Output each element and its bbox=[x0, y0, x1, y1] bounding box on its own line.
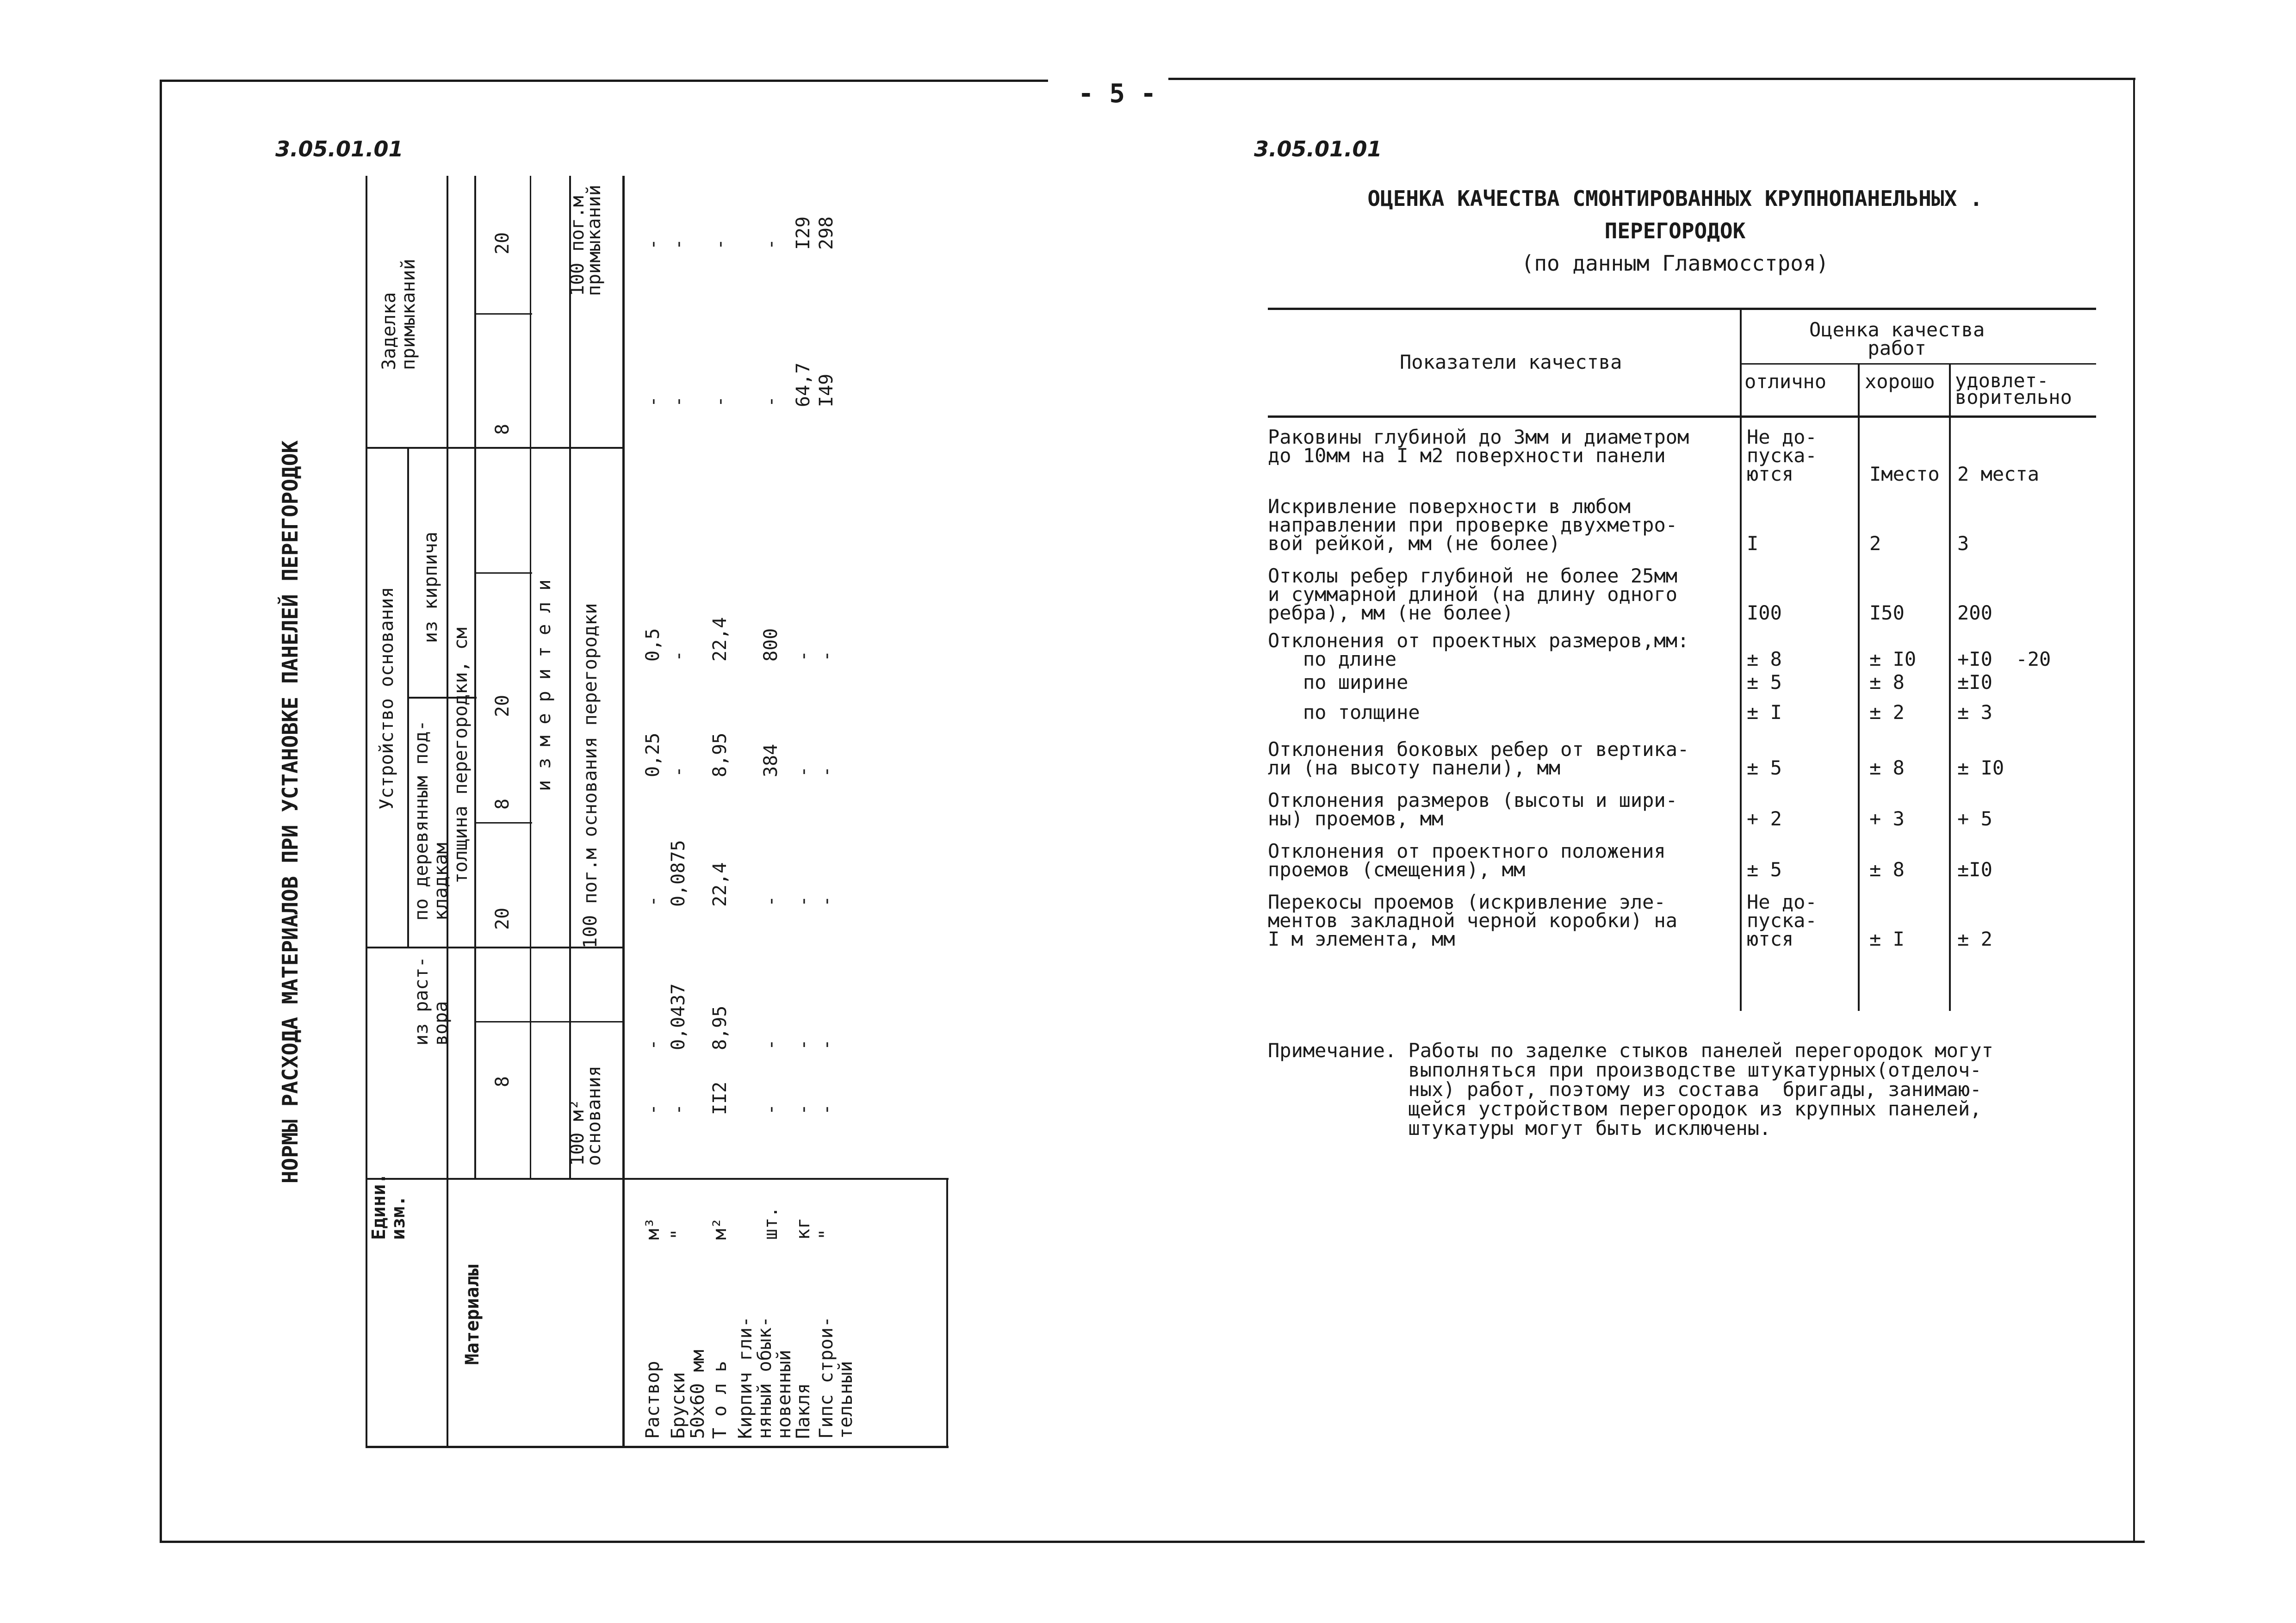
quality-row-label: Отклонения размеров (высоты и шири- ны) проемов, мм bbox=[1268, 789, 1678, 830]
materials-norms-table bbox=[278, 176, 949, 1448]
table-cell: - bbox=[816, 1039, 837, 1050]
quality-table bbox=[1268, 308, 2096, 1011]
table-cell: - bbox=[816, 766, 837, 777]
quality-cell: ± 2 bbox=[1957, 928, 1992, 950]
table-cell: I29 bbox=[793, 216, 814, 250]
quality-row-label: по ширине bbox=[1268, 671, 1409, 694]
row-unit: м² bbox=[709, 1217, 731, 1240]
table-cell: 64,7 bbox=[793, 362, 814, 407]
table-divider bbox=[366, 447, 625, 449]
table-cell: 8,95 bbox=[709, 1005, 731, 1050]
header-foundation: Устройство основания bbox=[376, 587, 397, 810]
quality-cell: I00 bbox=[1747, 601, 1782, 624]
table-border bbox=[1268, 308, 2096, 310]
table-cell: - bbox=[709, 396, 731, 407]
table-divider bbox=[1949, 363, 1951, 1011]
table-divider bbox=[474, 313, 532, 315]
row-material: Кирпич гли- няный обык- новенный bbox=[735, 1316, 795, 1439]
quality-cell: ± I0 bbox=[1869, 648, 1917, 670]
quality-cell: 200 bbox=[1957, 601, 1992, 624]
quality-cell: ± 2 bbox=[1869, 701, 1905, 724]
quality-row-label: Отклонения от проектного положения проемов (смещения), мм bbox=[1268, 840, 1666, 881]
header-t8a: 8 bbox=[492, 1076, 513, 1087]
table-cell: - bbox=[668, 650, 689, 662]
quality-cell: ± 8 bbox=[1869, 671, 1905, 694]
header-unit: Едини. изм. bbox=[368, 1173, 409, 1240]
table-cell: - bbox=[760, 1103, 782, 1115]
table-divider bbox=[1740, 363, 2096, 365]
table-cell: - bbox=[793, 1103, 814, 1115]
row-material: Т о л ь bbox=[709, 1361, 731, 1439]
quality-cell: 2 bbox=[1869, 532, 1881, 555]
quality-cell: ± I bbox=[1869, 928, 1905, 950]
right-title-line1: ОЦЕНКА КАЧЕСТВА СМОНТИРОВАННЫХ КРУПНОПАНЕЛЬНЫХ . bbox=[1367, 186, 1983, 211]
table-cell: 0,25 bbox=[642, 732, 664, 777]
quality-cell: ±I0 bbox=[1957, 858, 1992, 881]
table-cell: 8,95 bbox=[709, 732, 731, 777]
table-cell: - bbox=[668, 766, 689, 777]
table-cell: - bbox=[816, 1103, 837, 1115]
table-divider bbox=[474, 572, 532, 574]
table-cell: - bbox=[668, 1103, 689, 1115]
table-cell: 0,5 bbox=[642, 628, 664, 662]
quality-cell: ± 3 bbox=[1957, 701, 1992, 724]
table-divider bbox=[622, 176, 625, 1448]
quality-cell: ± 5 bbox=[1747, 858, 1782, 881]
row-material: Гипс строи- тельный bbox=[816, 1316, 856, 1439]
header-sealing: Заделка примыканий bbox=[379, 259, 419, 370]
table-cell: - bbox=[793, 1039, 814, 1050]
quality-cell: 3 bbox=[1957, 532, 1969, 555]
table-cell: - bbox=[668, 396, 689, 407]
table-cell: 800 bbox=[760, 628, 782, 662]
quality-cell: Iместо bbox=[1869, 463, 1940, 485]
header-t20c: 20 bbox=[492, 232, 513, 254]
quality-cell: + 2 bbox=[1747, 807, 1782, 830]
quality-row-label: Раковины глубиной до 3мм и диаметром до 10мм на I м2 поверхности панели bbox=[1268, 426, 1689, 467]
row-unit: " bbox=[816, 1228, 837, 1240]
quality-row-label: Искривление поверхности в любом направлении при проверке двухметро- вой рейкой, мм (не более) bbox=[1268, 495, 1678, 555]
table-border bbox=[946, 1180, 948, 1448]
header-materials: Материалы bbox=[462, 1264, 483, 1365]
quality-cell: I50 bbox=[1869, 601, 1905, 624]
quality-cell: ± 8 bbox=[1869, 858, 1905, 881]
frame-top-right bbox=[1168, 78, 2135, 80]
row-unit: кг bbox=[793, 1217, 814, 1240]
table-cell: 384 bbox=[760, 743, 782, 777]
table-divider bbox=[569, 176, 571, 1180]
table-divider bbox=[407, 449, 409, 948]
header-100m2: 100 м² основания bbox=[567, 1065, 605, 1166]
table-border bbox=[366, 1446, 949, 1448]
header-on-wood: по деревянным под- кладкам bbox=[411, 720, 452, 921]
quality-cell: ± I0 bbox=[1957, 756, 2004, 779]
table-cell: - bbox=[760, 895, 782, 907]
quality-cell: Не до- пуска- ются bbox=[1747, 891, 1817, 950]
quality-cell: +I0 -20 bbox=[1957, 648, 2051, 670]
header-t8c: 8 bbox=[492, 423, 513, 435]
table-cell: - bbox=[668, 238, 689, 250]
table-divider bbox=[530, 176, 531, 1180]
row-unit: м³ bbox=[642, 1217, 664, 1240]
table-divider bbox=[1268, 415, 2096, 418]
right-title-line2: ПЕРЕГОРОДОК bbox=[1604, 218, 1746, 243]
table-divider bbox=[474, 822, 532, 824]
left-table-title: НОРМЫ РАСХОДА МАТЕРИАЛОВ ПРИ УСТАНОВКЕ ПАНЕЛЕЙ ПЕРЕГОРОДОК bbox=[278, 440, 303, 1184]
table-cell: I49 bbox=[816, 373, 837, 407]
right-subtitle: (по данным Главмосстроя) bbox=[1521, 251, 1829, 276]
row-material: Бруски 50х60 мм bbox=[668, 1350, 708, 1439]
quality-cell: I bbox=[1747, 532, 1759, 555]
quality-row-label: Отколы ребер глубиной не более 25мм и суммарной длиной (на длину одного ребра), мм (не более) bbox=[1268, 564, 1678, 624]
quality-cell: + 5 bbox=[1957, 807, 1992, 830]
quality-cell: Не до- пуска- ются bbox=[1747, 426, 1817, 485]
table-cell: - bbox=[642, 396, 664, 407]
header-grade: Оценка качества работ bbox=[1809, 318, 1985, 359]
table-cell: - bbox=[642, 895, 664, 907]
header-satisf: удовлет- ворительно bbox=[1955, 369, 2072, 409]
table-divider bbox=[1858, 363, 1860, 1011]
header-good: хорошо bbox=[1865, 370, 1935, 393]
row-unit: шт. bbox=[760, 1206, 782, 1240]
table-cell: - bbox=[760, 396, 782, 407]
quality-cell: ± 8 bbox=[1747, 648, 1782, 670]
table-cell: - bbox=[793, 766, 814, 777]
frame-left bbox=[160, 80, 162, 1542]
quality-row-label: Перекосы проемов (искривление эле- ментов закладной черной коробки) на I м элемента, мм bbox=[1268, 891, 1678, 950]
frame-bottom bbox=[160, 1541, 2145, 1543]
quality-cell: ± I bbox=[1747, 701, 1782, 724]
table-cell: 22,4 bbox=[709, 862, 731, 907]
note: Примечание. Работы по заделке стыков панелей перегородок могут выполняться при производстве штукатурных(отделоч- ных) работ, поэтому из состава бригады, занимаю- щейся устройством перегородок из крупных панелей, штукатуры могут быть исключены. bbox=[1268, 1039, 1993, 1140]
frame-right bbox=[2133, 78, 2135, 1542]
table-cell: - bbox=[816, 650, 837, 662]
table-cell: - bbox=[642, 238, 664, 250]
table-cell: - bbox=[709, 238, 731, 250]
page-number: - 5 - bbox=[1078, 79, 1156, 109]
table-cell: 0,0437 bbox=[668, 983, 689, 1050]
quality-row-label: Отклонения боковых ребер от вертика- ли (на высоту панели), мм bbox=[1268, 738, 1689, 779]
row-material: Раствор bbox=[642, 1361, 664, 1439]
table-cell: 22,4 bbox=[709, 617, 731, 662]
quality-cell: ± 5 bbox=[1747, 671, 1782, 694]
row-material: Пакля bbox=[793, 1383, 814, 1439]
quality-cell: ± 5 bbox=[1747, 756, 1782, 779]
table-cell: - bbox=[793, 895, 814, 907]
quality-row-label: Отклонения от проектных размеров,мм: по длине bbox=[1268, 629, 1689, 670]
table-cell: - bbox=[793, 650, 814, 662]
quality-cell: ± 8 bbox=[1869, 756, 1905, 779]
table-border bbox=[366, 176, 367, 1448]
header-meters: и з м е р и т е л и bbox=[534, 579, 555, 791]
quality-cell: 2 места bbox=[1957, 463, 2040, 485]
header-thickness: толщина перегородки, см bbox=[450, 627, 472, 884]
header-t20b: 20 bbox=[492, 694, 513, 717]
table-cell: - bbox=[760, 1039, 782, 1050]
doc-code-left: 3.05.01.01 bbox=[275, 136, 403, 161]
header-t20a: 20 bbox=[492, 907, 513, 930]
quality-row-label: по толщине bbox=[1268, 701, 1420, 724]
header-100pm-base: 100 пог.м основания перегородки bbox=[580, 603, 601, 948]
quality-cell: ±I0 bbox=[1957, 671, 1992, 694]
table-cell: - bbox=[760, 238, 782, 250]
table-cell: II2 bbox=[709, 1081, 731, 1115]
table-cell: 298 bbox=[816, 216, 837, 250]
table-cell: 0,0875 bbox=[668, 840, 689, 907]
table-cell: - bbox=[816, 895, 837, 907]
table-divider bbox=[1740, 308, 1742, 1011]
quality-cell: + 3 bbox=[1869, 807, 1905, 830]
table-cell: - bbox=[642, 1039, 664, 1050]
table-cell: - bbox=[642, 1103, 664, 1115]
doc-code-right: 3.05.01.01 bbox=[1254, 136, 1382, 161]
table-divider bbox=[474, 1021, 625, 1022]
header-100pm-join: 100 пог.м примыканий bbox=[567, 185, 605, 296]
frame-top-left bbox=[160, 80, 1048, 82]
table-divider bbox=[366, 1178, 949, 1180]
row-unit: " bbox=[668, 1228, 689, 1240]
header-from-mortar: из раст- вора bbox=[411, 956, 452, 1046]
header-indicator: Показатели качества bbox=[1400, 351, 1622, 373]
header-from-brick: из кирпича bbox=[420, 532, 441, 643]
table-divider bbox=[474, 176, 476, 1180]
header-t8b: 8 bbox=[492, 798, 513, 810]
header-excellent: отлично bbox=[1744, 370, 1827, 393]
